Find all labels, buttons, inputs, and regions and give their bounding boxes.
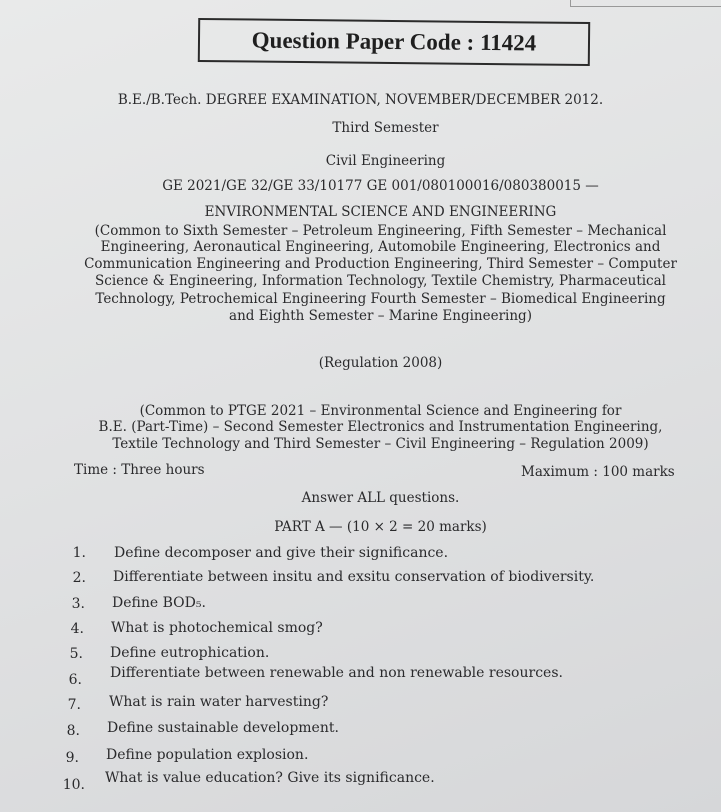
- common-line-5: Technology, Petrochemical Engineering Fourth Semester – Biomedical Engineering: [95, 291, 666, 307]
- question-number: 1.: [72, 545, 86, 561]
- common-line-3: Communication Engineering and Production Engineering, Third Semester – Computer: [84, 256, 677, 272]
- maximum-marks: Maximum : 100 marks: [521, 464, 675, 480]
- course-codes: GE 2021/GE 32/GE 33/10177 GE 001/080100016/080380015 —: [162, 178, 599, 194]
- instruction: Answer ALL questions.: [301, 490, 460, 506]
- question-text: Define BOD₅.: [112, 595, 206, 611]
- question-number: 5.: [69, 646, 83, 662]
- subject-title: ENVIRONMENTAL SCIENCE AND ENGINEERING: [204, 204, 557, 220]
- question-number: 9.: [65, 750, 79, 766]
- question-paper-code: Question Paper Code : 11424: [198, 18, 590, 66]
- question-number: 6.: [68, 672, 82, 688]
- question-text: What is value education? Give its significance.: [105, 770, 435, 786]
- common-line-1: (Common to Sixth Semester – Petroleum Engineering, Fifth Semester – Mechanical: [94, 223, 667, 239]
- semester: Third Semester: [332, 120, 439, 136]
- branch: Civil Engineering: [325, 153, 446, 169]
- question-number: 7.: [67, 697, 81, 713]
- part-a-heading: PART A — (10 × 2 = 20 marks): [274, 519, 487, 535]
- exam-title: B.E./B.Tech. DEGREE EXAMINATION, NOVEMBER/DECEMBER 2012.: [117, 92, 604, 108]
- question-text: Define eutrophication.: [110, 645, 270, 661]
- page-corner-mark: [570, 0, 721, 7]
- question-number: 2.: [72, 570, 86, 586]
- common-line-6: and Eighth Semester – Marine Engineering): [229, 308, 532, 324]
- common2-line-2: B.E. (Part-Time) – Second Semester Electronics and Instrumentation Engineering,: [98, 419, 663, 435]
- question-text: Differentiate between renewable and non renewable resources.: [110, 665, 563, 681]
- question-number: 4.: [70, 621, 84, 637]
- question-text: What is rain water harvesting?: [109, 694, 329, 710]
- common2-line-1: (Common to PTGE 2021 – Environmental Science and Engineering for: [139, 403, 622, 419]
- question-text: What is photochemical smog?: [111, 620, 323, 636]
- common-line-2: Engineering, Aeronautical Engineering, Automobile Engineering, Electronics and: [100, 239, 661, 255]
- question-text: Define population explosion.: [106, 747, 309, 763]
- question-text: Define sustainable development.: [107, 720, 339, 736]
- common2-line-3: Textile Technology and Third Semester – Civil Engineering – Regulation 2009): [112, 436, 649, 452]
- question-number: 8.: [66, 723, 80, 739]
- question-number: 3.: [71, 596, 85, 612]
- question-text: Differentiate between insitu and exsitu conservation of biodiversity.: [113, 569, 595, 585]
- common-line-4: Science & Engineering, Information Technology, Textile Chemistry, Pharmaceutical: [95, 273, 666, 289]
- exam-duration: Time : Three hours: [74, 462, 205, 478]
- question-number: 10.: [62, 777, 85, 793]
- question-text: Define decomposer and give their significance.: [114, 545, 449, 561]
- regulation: (Regulation 2008): [318, 355, 443, 371]
